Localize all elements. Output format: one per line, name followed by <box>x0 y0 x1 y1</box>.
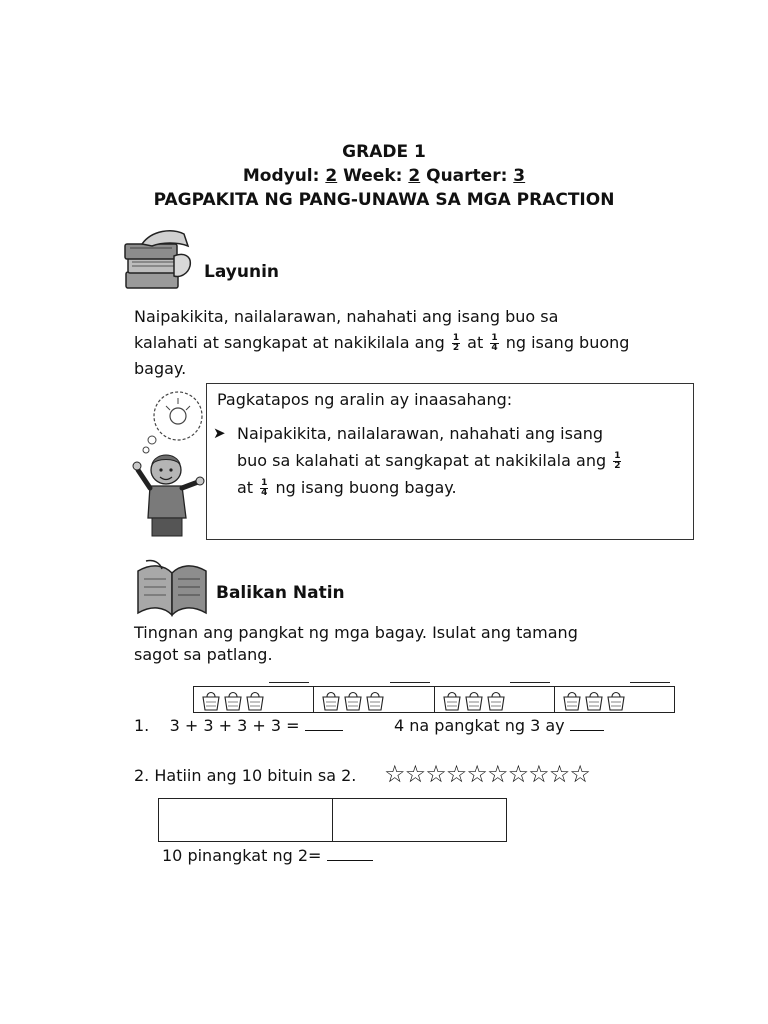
layunin-title: Layunin <box>204 262 279 282</box>
bag-groups-row <box>193 686 675 713</box>
fraction-one-half-box: $\frac{1}{2}$ <box>614 451 621 471</box>
bag-icon <box>200 688 222 712</box>
bag-group-1 <box>194 687 314 712</box>
layunin-line-2a: kalahati at sangkapat at nakikilala ang <box>134 333 445 352</box>
quarter-label: Quarter: <box>420 166 514 186</box>
question-2-answer-text: 10 pinangkat ng 2= <box>162 846 327 865</box>
bag-group-2 <box>314 687 434 712</box>
quarter-value: 3 <box>513 166 526 186</box>
arrow-bullet-icon: ➤ <box>213 424 226 442</box>
layunin-line-2 <box>134 330 694 356</box>
layunin-line-2c: ng isang buong <box>505 333 630 352</box>
star-icon: ☆ <box>384 760 406 788</box>
question-1-statement-blank[interactable] <box>570 717 604 731</box>
objective-line-2 <box>237 447 677 474</box>
objective-line-1: Naipakikita, nailalarawan, nahahati ang isang <box>237 424 604 443</box>
objective-line-3 <box>237 474 677 501</box>
objective-line-3b: ng isang buong bagay. <box>275 478 457 497</box>
bag-icon <box>244 688 266 712</box>
fraction-one-quarter: $\frac{1}{4}$ <box>491 333 498 353</box>
week-value: 2 <box>408 166 421 186</box>
layunin-line-1: Naipakikita, nailalarawan, nahahati ang isang buo sa <box>134 307 559 326</box>
star-icon: ☆ <box>507 760 530 788</box>
objective-box <box>206 383 694 540</box>
balikan-title: Balikan Natin <box>216 583 345 603</box>
balikan-instruction-line-1: Tingnan ang pangkat ng mga bagay. Isulat ang tamang <box>134 623 578 642</box>
question-1-statement-text: 4 na pangkat ng 3 ay <box>394 716 570 735</box>
question-1-blank[interactable] <box>305 717 343 731</box>
star-icon: ☆ <box>486 760 509 788</box>
fraction-one-quarter-box: $\frac{1}{4}$ <box>261 478 268 498</box>
objective-line-3a: at <box>237 478 254 497</box>
question-1 <box>134 716 343 735</box>
bag-group-4 <box>555 687 674 712</box>
division-box <box>158 798 507 842</box>
bag-icon <box>441 688 463 712</box>
module-info <box>0 166 768 186</box>
question-1-number: 1. <box>134 716 150 735</box>
star-icon: ☆ <box>425 760 447 788</box>
star-icon: ☆ <box>569 760 591 788</box>
layunin-line-2b: at <box>467 333 484 352</box>
bag-icon <box>605 688 627 712</box>
bag-icon <box>561 688 583 712</box>
bag-icon <box>463 688 485 712</box>
fraction-one-half: $\frac{1}{2}$ <box>452 333 460 353</box>
topic-title: PAGPAKITA NG PANG-UNAWA SA MGA PRACTION <box>153 190 615 210</box>
division-box-right[interactable] <box>333 799 506 841</box>
layunin-paragraph <box>134 304 694 382</box>
star-icon: ☆ <box>466 760 488 788</box>
objective-bullet <box>213 420 677 501</box>
open-book-icon <box>134 557 210 619</box>
objective-intro: Pagkatapos ng aralin ay inaasahang: <box>217 390 513 409</box>
books-hand-icon <box>122 226 194 296</box>
star-icon: ☆ <box>548 760 571 788</box>
bag-icon <box>320 688 342 712</box>
objective-line-2-text: buo sa kalahati at sangkapat at nakikilala ang <box>237 451 607 470</box>
modyul-label: Modyul: <box>242 166 326 186</box>
layunin-line-3: bagay. <box>134 359 187 378</box>
modyul-value: 2 <box>325 166 338 186</box>
question-1-statement <box>394 716 604 735</box>
division-box-left[interactable] <box>159 799 333 841</box>
balikan-instruction-line-2: sagot sa patlang. <box>134 645 273 664</box>
grade-title: GRADE 1 <box>342 142 426 162</box>
question-1-equation: 3 + 3 + 3 + 3 = <box>169 716 305 735</box>
week-label: Week: <box>337 166 409 186</box>
bag-icon <box>342 688 364 712</box>
star-icon: ☆ <box>445 760 468 788</box>
balikan-instructions <box>134 622 578 666</box>
question-2-answer-blank[interactable] <box>327 847 373 861</box>
bag-icon <box>222 688 244 712</box>
star-icon: ☆ <box>404 760 427 788</box>
bag-icon <box>364 688 386 712</box>
question-2: 2. Hatiin ang 10 bituin sa 2. <box>134 766 357 785</box>
stars-row <box>384 762 590 786</box>
bag-icon <box>485 688 507 712</box>
question-2-answer <box>162 846 373 865</box>
bag-icon <box>583 688 605 712</box>
bag-group-3 <box>435 687 555 712</box>
thinking-boy-icon <box>130 388 210 538</box>
star-icon: ☆ <box>528 760 550 788</box>
